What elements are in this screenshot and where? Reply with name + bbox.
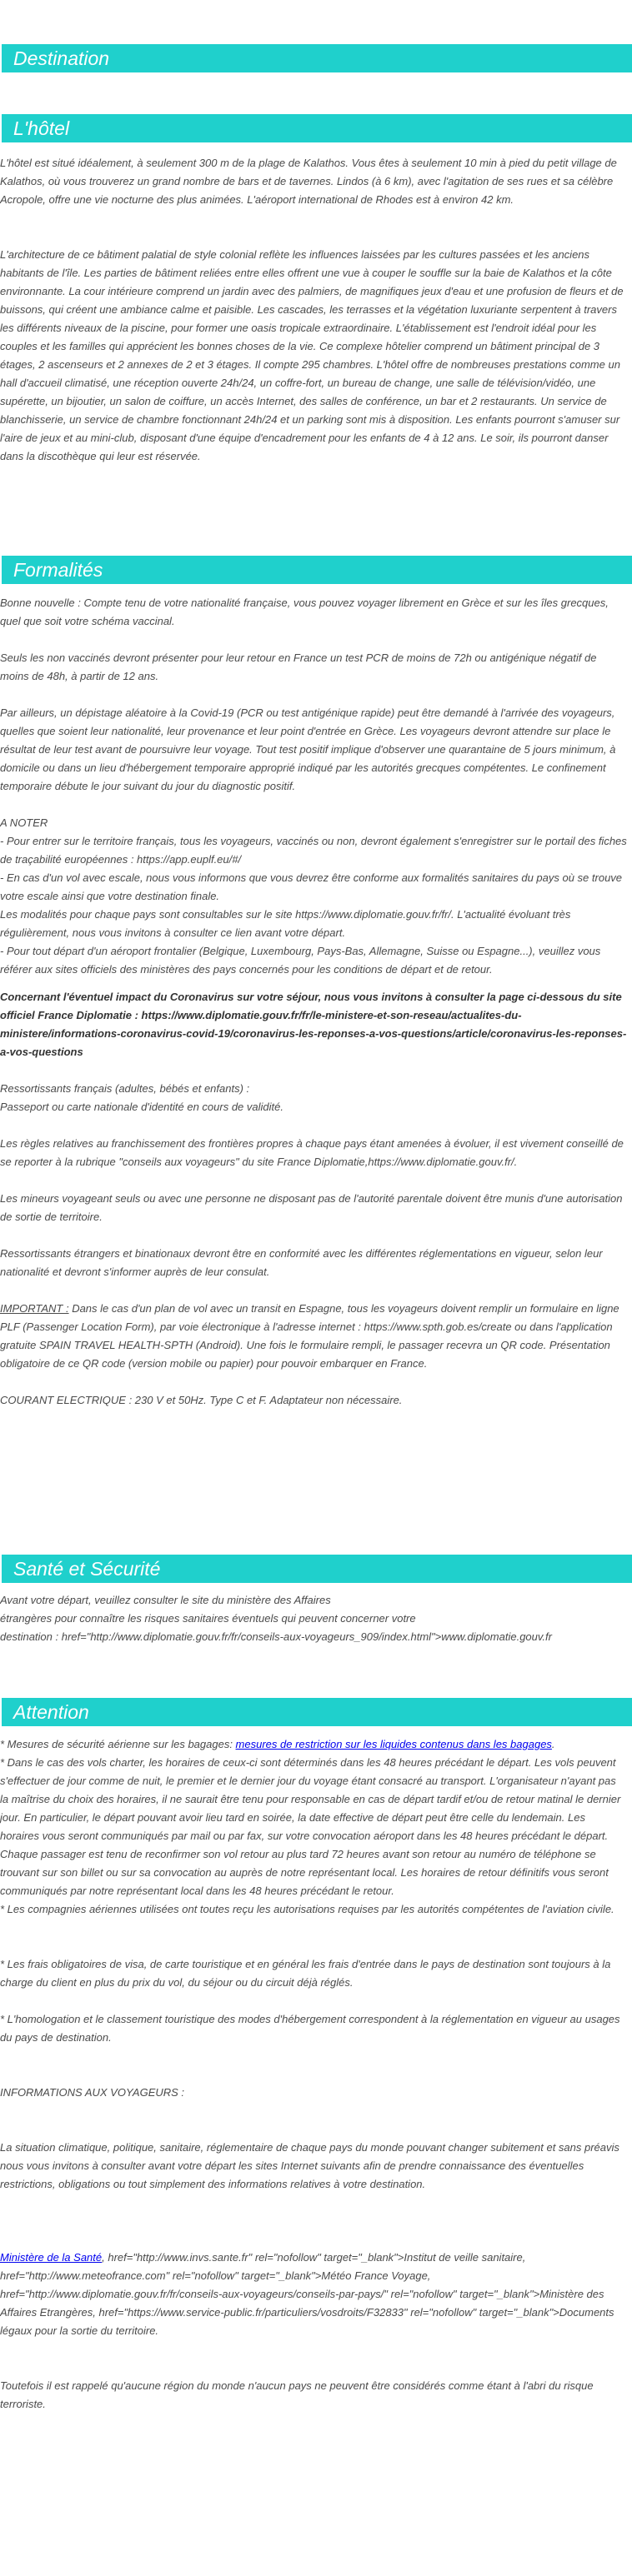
rules-paragraph: Les règles relatives au franchissement des frontières propres à chaque pays étant amenées à évoluer, il est vivement conseillé de se reporter à la rubrique "conseils aux voyageurs" du site France Diplomatie,https://www.diplomatie.gouv.fr/.: [0, 1137, 624, 1168]
liquids-restriction-link[interactable]: mesures de restriction sur les liquides contenus dans les bagages: [235, 1738, 552, 1750]
note-item-2: - En cas d'un vol avec escale, nous vous informons que vous devrez être conforme aux formalités sanitaires du pays où se trouve votre escale ainsi que votre destination finale.: [0, 871, 623, 902]
terrorism-paragraph: Toutefois il est rappelé qu'aucune région du monde n'aucun pays ne peuvent être considérés comme étant à l'abri du risque terroriste.: [0, 2379, 594, 2410]
formalites-banner: [2, 556, 632, 584]
sante-banner: [2, 1555, 632, 1583]
useful-links: [0, 2249, 627, 2340]
hotel-paragraph-1: L'hôtel est situé idéalement, à seulement 300 m de la plage de Kalathos. Vous êtes à seulement 10 min à pied du petit village de Kalathos, où vous trouverez un grand nombre de bars et de tavernes. Lindos (à 6 km), avec l'agitation de ses rues et sa célèbre Acropole, offre une vie nocturne des plus animées. L'aéroport international de Rhodes est à environ 42 km.: [0, 157, 617, 206]
sante-title: Santé et Sécurité: [13, 1558, 161, 1580]
formalites-paragraph-1: Bonne nouvelle : Compte tenu de votre nationalité française, vous pouvez voyager librement en Grèce et sur les îles grecques, quel que soit votre schéma vaccinal.: [0, 597, 609, 627]
luggage-suffix: .: [551, 1738, 555, 1750]
sante-section: [0, 1591, 627, 1646]
formalites-title: Formalités: [13, 559, 103, 581]
hotel-banner: [2, 114, 632, 142]
attention-banner: [2, 1698, 632, 1726]
destination-banner: [2, 44, 632, 72]
useful-links-text: , href="http://www.invs.sante.fr" rel="nofollow" target="_blank">Institut de veille sanitaire, href="http://www.meteofrance.com" rel="nofollow" target="_blank">Météo France Voyage, href="http://www.diplomatie.gouv.fr/fr/conseils-aux-voyageurs/conseils-par-pays/" rel="nofollow" target="_blank">Ministère des Affaires Etrangères, href="https://www.service-public.fr/particuliers/vosdroits/F32833" rel="nofollow" target="_blank">Documents légaux pour la sortie du territoire.: [0, 2251, 614, 2337]
homologation-paragraph: * L'homologation et le classement touristique des modes d'hébergement correspondent à la réglementation en vigueur au usages du pays de destination.: [0, 2013, 620, 2044]
airlines-paragraph: * Les compagnies aériennes utilisées ont toutes reçu les autorisations requises par les autorités compétentes de l'aviation civile.: [0, 1903, 614, 1915]
destination-title: Destination: [13, 47, 110, 69]
note-item-1: - Pour entrer sur le territoire français, tous les voyageurs, vaccinés ou non, devront également s'enregistrer sur le portail des fiches de traçabilité européennes : https://app.euplf.eu/#/: [0, 835, 627, 866]
hotel-section: [0, 154, 627, 466]
formalites-paragraph-2: Seuls les non vaccinés devront présenter pour leur retour en France un test PCR de moins de 72h ou antigénique négatif de moins de 48h, à partir de 12 ans.: [0, 651, 597, 682]
formalites-section: [0, 594, 627, 1410]
consult-paragraph: nous vous invitons à consulter avant votre départ les sites Internet suivants afin de prendre connaissance des éventuelles restrictions, obligations ou tout simplement des informations relatives à votre destination.: [0, 2159, 584, 2190]
important-paragraph: [0, 1300, 627, 1373]
climate-paragraph: La situation climatique, politique, sanitaire, réglementaire de chaque pays du monde pouvant changer subitement et sans préavis: [0, 2141, 619, 2154]
foreigners-paragraph: Ressortissants étrangers et binationaux devront être en conformité avec les différentes réglementations en vigueur, selon leur nationalité et devront s'informer auprès de leur consulat.: [0, 1247, 603, 1278]
important-text: Dans le cas d'un plan de vol avec un transit en Espagne, tous les voyageurs doivent remplir un formulaire en ligne PLF (Passenger Location Form), par voie électronique à l'adresse internet : https://www.spth.gob.es/create ou dans l'application gratuite SPAIN TRAVEL HEALTH-SPTH (Android). Une fois le formulaire rempli, le passager recevra un QR code. Présentation obligatoire de ce QR code (version mobile ou papier) pour pouvoir embarquer en France.: [0, 1302, 619, 1370]
luggage-measures: [0, 1735, 627, 1754]
sante-line-1: Avant votre départ, veuillez consulter le site du ministère des Affaires: [0, 1594, 331, 1606]
residents-label: Ressortissants français (adultes, bébés et enfants) :: [0, 1082, 250, 1095]
residents-documents: Passeport ou carte nationale d'identité en cours de validité.: [0, 1101, 283, 1113]
travelers-info-title: INFORMATIONS AUX VOYAGEURS :: [0, 2086, 185, 2099]
coronavirus-notice: Concernant l'éventuel impact du Coronavirus sur votre séjour, nous vous invitons à consulter la page ci-dessous du site officiel France Diplomatie : https://www.diplomatie.gouv.fr/fr/le-ministere-et-son-reseau/actualites-du-ministere/informations-coronavirus-covid-19/coronavirus-les-reponses-a-vos-questions/article/coronavirus-les-reponses-a-vos-questions: [0, 991, 627, 1058]
important-label: IMPORTANT :: [0, 1302, 69, 1315]
attention-section: [0, 1735, 627, 2414]
luggage-prefix: * Mesures de sécurité aérienne sur les bagages:: [0, 1738, 236, 1750]
sante-line-2: étrangères pour connaître les risques sanitaires éventuels qui peuvent concerner votre: [0, 1612, 416, 1625]
hotel-title: L'hôtel: [13, 117, 70, 139]
hotel-paragraph-2: L'architecture de ce bâtiment palatial de style colonial reflète les influences laissées par les cultures passées et les anciens habitants de l'île. Les parties de bâtiment reliées entre elles offrent une vue à couper le souffle sur la baie de Kalathos et la côte environnante. La cour intérieure comprend un jardin avec des palmiers, de magnifiques jeux d'eau et une profusion de fleurs et de buissons, qui créent une ambiance calme et paisible. Les cascades, les terrasses et la végétation luxuriante serpentent à travers les différents niveaux de la piscine, pour former une oasis tropicale extraordinaire. L'établissement est l'endroit idéal pour les couples et les familles qui apprécient les bonnes choses de la vie. Ce complexe hôtelier comprend un bâtiment principal de 3 étages, 2 ascenseurs et 2 annexes de 2 et 3 étages. Il compte 295 chambres. L'hôtel offre de nombreuses prestations comme un hall d'accueil climatisé, une réception ouverte 24h/24, un coffre-fort, un bureau de change, une salle de télévision/vidéo, une supérette, un bijoutier, un salon de coiffure, un accès Internet, des salles de conférence, un bar et 2 restaurants. Un service de blanchisserie, un service de chambre fonctionnant 24h/24 et un parking sont mis à disposition. Les enfants pourront s'amuser sur l'aire de jeux et au mini-club, disposant d'une équipe d'encadrement pour les enfants de 4 à 12 ans. Le soir, ils pourront danser dans la discothèque qui leur est réservée.: [0, 248, 624, 462]
minors-paragraph: Les mineurs voyageant seuls ou avec une personne ne disposant pas de l'autorité parentale doivent être munis d'une autorisation de sortie de territoire.: [0, 1192, 623, 1223]
visa-fees-paragraph: * Les frais obligatoires de visa, de carte touristique et en général les frais d'entrée dans le pays de destination sont toujours à la charge du client en plus du prix du vol, du séjour ou du circuit déjà réglés.: [0, 1958, 611, 1989]
sante-line-3: destination : href="http://www.diplomatie.gouv.fr/fr/conseils-aux-voyageurs_909/index.html">www.diplomatie.gouv.fr: [0, 1630, 552, 1643]
health-ministry-link[interactable]: Ministère de la Santé: [0, 2251, 103, 2264]
note-item-4: - Pour tout départ d'un aéroport frontalier (Belgique, Luxembourg, Pays-Bas, Allemagne, Suisse ou Espagne...), veuillez vous référer aux sites officiels des ministères des pays concernés pour les conditions de départ et de retour.: [0, 945, 601, 976]
note-title: A NOTER: [0, 816, 48, 829]
electric-current: COURANT ELECTRIQUE : 230 V et 50Hz. Type C et F. Adaptateur non nécessaire.: [0, 1394, 403, 1406]
formalites-paragraph-3: Par ailleurs, un dépistage aléatoire à la Covid-19 (PCR ou test antigénique rapide) peut être demandé à l'arrivée des voyageurs, quelles que soient leur nationalité, leur provenance et leur point d'entrée en Grèce. Les voyageurs devront attendre sur place le résultat de leur test avant de poursuivre leur voyage. Tout test positif implique d'observer une quarantaine de 5 jours minimum, à domicile ou dans un lieu d'hébergement temporaire approprié indiqué par les autorités grecques compétentes. Le confinement temporaire débute le jour suivant du jour du diagnostic positif.: [0, 706, 616, 792]
charter-flights-paragraph: * Dans le cas des vols charter, les horaires de ceux-ci sont déterminés dans les 48 heures précédant le départ. Les vols peuvent s'effectuer de jour comme de nuit, le premier et le dernier jour du voyage étant consacré au transport. L'organisateur n'ayant pas la maîtrise du choix des horaires, il ne saurait être tenu pour responsable en cas de départ tardif et/ou de retour matinal le dernier jour. En particulier, le départ pouvant avoir lieu tard en soirée, la date effective de départ peut être celle du lendemain. Les horaires vous seront communiqués par mail ou par fax, sur votre convocation aéroport dans les 48 heures précédant le départ. Chaque passager est tenu de reconfirmer son vol retour au plus tard 72 heures avant son retour au numéro de téléphone se trouvant sur son billet ou sur sa convocation au auprès de notre représentant local. Les horaires de retour définitifs vous seront communiqués par notre représentant local dans les 48 heures précédant le retour.: [0, 1756, 621, 1897]
note-item-3: Les modalités pour chaque pays sont consultables sur le site https://www.diplomatie.gouv.fr/fr/. L'actualité évoluant très régulièrement, nous vous invitons à consulter ce lien avant votre départ.: [0, 908, 571, 939]
attention-title: Attention: [13, 1701, 89, 1723]
